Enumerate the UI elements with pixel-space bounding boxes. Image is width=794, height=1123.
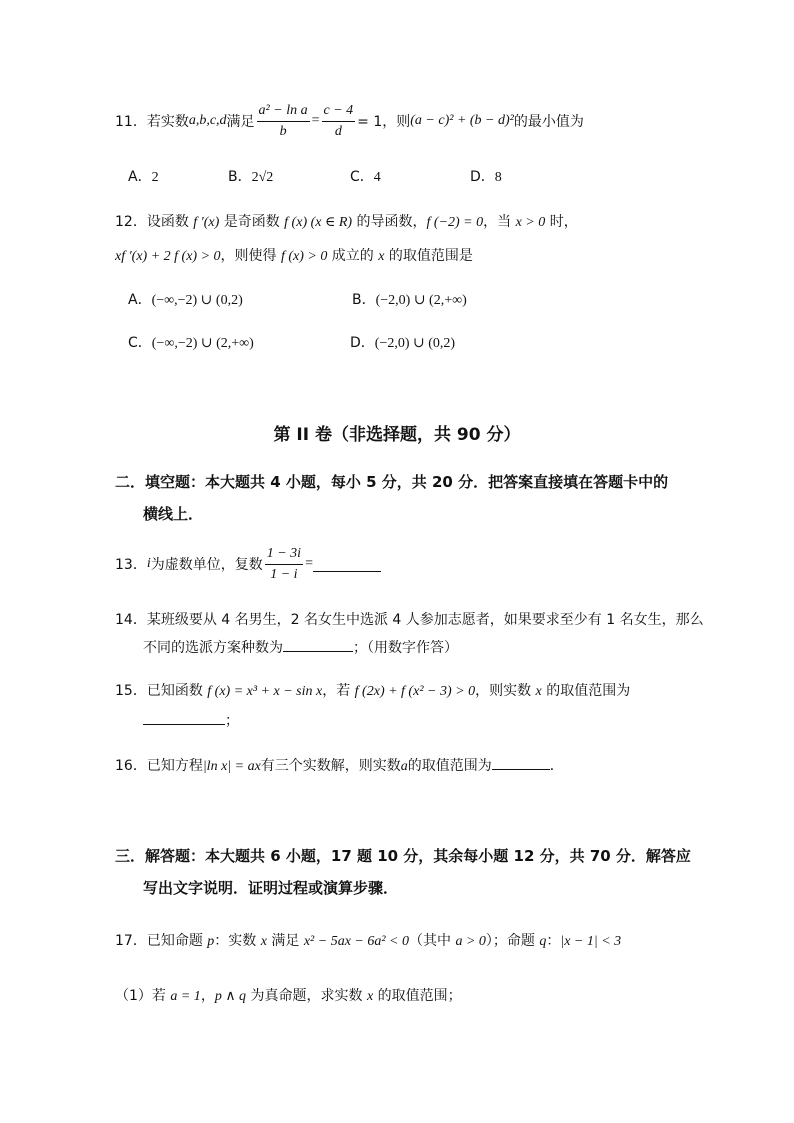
answer-blank[interactable] — [143, 710, 225, 725]
math-equals: = — [305, 556, 313, 571]
question-text: 满足 — [226, 114, 255, 130]
text-run: ，当 — [483, 214, 516, 230]
text-run: ：实数 — [214, 933, 261, 949]
option-value: 2 — [151, 170, 159, 185]
option-a — [128, 289, 243, 309]
option-c — [350, 166, 381, 186]
math-run: i — [146, 556, 151, 571]
option-label: A． — [128, 292, 152, 308]
option-a — [128, 166, 159, 186]
fraction-numerator: a² − ln a — [257, 102, 310, 122]
answer-blank[interactable] — [492, 755, 550, 770]
math-run: a = 1 — [170, 989, 201, 1004]
math-variables: a,b,c,d — [188, 113, 227, 128]
math-run: x > 0 — [515, 215, 546, 230]
text-run: ， — [200, 988, 215, 1004]
math-run: x² − 5ax − 6a² < 0 — [303, 934, 410, 949]
option-label: A． — [128, 169, 152, 185]
math-run: f (−2) = 0 — [426, 215, 484, 230]
text-run: ，则使得 — [220, 248, 281, 264]
text-run: 的取值范围； — [373, 988, 462, 1004]
question-17 — [115, 930, 621, 950]
question-text: ； — [225, 713, 239, 729]
text-run: 的取值范围是 — [384, 248, 473, 264]
option-d — [470, 166, 502, 186]
question-text: 的取值范围为 — [407, 758, 492, 774]
question-11 — [115, 100, 584, 142]
question-text: 不同的选派方案种数为 — [143, 640, 283, 656]
question-number: 11． — [115, 114, 147, 130]
text-run: 时， — [545, 214, 578, 230]
text-run: ： — [546, 933, 561, 949]
option-value: 8 — [494, 170, 502, 185]
text-run: 的导函数， — [352, 214, 427, 230]
math-run: x — [366, 989, 374, 1004]
fraction-numerator: 1 − 3i — [265, 545, 303, 565]
math-run: p — [207, 934, 215, 949]
text-run: 成立的 — [327, 248, 379, 264]
text-run: 的取值范围为 — [541, 683, 631, 699]
fraction-numerator: c − 4 — [322, 102, 356, 122]
option-value: (−∞,−2) ∪ (0,2) — [151, 293, 243, 308]
text-run: ）；命题 — [485, 933, 540, 949]
option-label: B． — [352, 292, 376, 308]
math-run: |ln x| = ax — [202, 759, 261, 774]
math-run: x — [260, 934, 267, 949]
fraction-denominator: d — [334, 123, 342, 139]
math-run: a > 0 — [455, 934, 486, 949]
option-b — [352, 289, 467, 309]
text-run: （1）若 — [115, 988, 171, 1004]
question-text: = 1，则 — [357, 114, 411, 130]
option-label: C． — [128, 335, 152, 351]
math-run: |x − 1| < 3 — [560, 934, 622, 949]
math-run: f (2x) + f (x² − 3) > 0 — [354, 684, 476, 699]
fraction-denominator: 1 − i — [270, 566, 298, 582]
text-run: 15．已知函数 — [115, 683, 208, 699]
option-label: B． — [228, 169, 252, 185]
text-run: 为真命题，求实数 — [246, 988, 367, 1004]
question-13 — [115, 542, 381, 586]
text-run: 是奇函数 — [219, 214, 285, 230]
option-label: D． — [350, 335, 375, 351]
text-run: ，则实数 — [475, 683, 536, 699]
question-text: 为虚数单位，复数 — [150, 557, 263, 573]
section-2-heading-line-1: 二．填空题：本大题共 4 小题，每小 5 分，共 20 分．把答案直接填在答题卡中的 — [115, 473, 669, 491]
question-15-line-2 — [143, 710, 239, 730]
question-12-line-2 — [115, 245, 473, 265]
text-run: 17．已知命题 — [115, 933, 208, 949]
section-3-heading-line-2: 写出文字说明．证明过程或演算步骤． — [143, 879, 399, 897]
math-run: p ∧ q — [214, 989, 247, 1004]
answer-blank[interactable] — [283, 637, 353, 652]
option-d — [350, 332, 455, 352]
option-value: (−∞,−2) ∪ (2,+∞) — [151, 336, 254, 351]
question-text: ；（用数字作答） — [353, 640, 458, 656]
fraction — [265, 545, 303, 584]
math-equals: = — [311, 113, 320, 128]
fraction — [257, 102, 310, 141]
part-2-title: 第 II 卷（非选择题，共 90 分） — [273, 425, 521, 445]
option-value: 2√2 — [251, 170, 274, 185]
question-text: 若实数 — [146, 114, 189, 130]
text-run: （其中 — [409, 933, 456, 949]
question-text: ． — [549, 758, 564, 774]
text-run: 满足 — [266, 933, 304, 949]
math-run: x — [378, 249, 385, 264]
option-label: C． — [350, 169, 374, 185]
option-b — [228, 166, 273, 186]
option-c — [128, 332, 254, 352]
question-text: 有三个实数解，则实数 — [260, 758, 401, 774]
answer-blank[interactable] — [313, 557, 381, 572]
question-14-line-2 — [143, 637, 458, 657]
option-value: (−2,0) ∪ (2,+∞) — [375, 293, 467, 308]
question-15-line-1 — [115, 680, 630, 700]
math-run: f (x) = x³ + x − sin x — [207, 684, 323, 699]
math-run: x — [535, 684, 542, 699]
text-run: 12．设函数 — [115, 214, 194, 230]
section-3-heading-line-1: 三．解答题：本大题共 6 小题，17 题 10 分，其余每小题 12 分，共 70 分．解答应 — [115, 847, 691, 865]
math-run: f (x) (x ∈ R) — [284, 215, 353, 230]
option-value: (−2,0) ∪ (0,2) — [374, 336, 456, 351]
math-run: a — [400, 759, 408, 774]
math-run: f (x) > 0 — [280, 249, 328, 264]
question-text: 16．已知方程 — [115, 758, 203, 774]
option-label: D． — [470, 169, 495, 185]
fraction — [322, 102, 356, 141]
option-value: 4 — [373, 170, 381, 185]
math-expression: (a − c)² + (b − d)² — [410, 113, 514, 128]
question-16 — [115, 755, 564, 775]
question-14-line-1: 14．某班级要从 4 名男生，2 名女生中选派 4 人参加志愿者，如果要求至少有 1 名女生，那么 — [115, 612, 704, 628]
math-run: xf ′(x) + 2 f (x) > 0 — [115, 249, 221, 264]
question-text: 的最小值为 — [513, 114, 584, 130]
question-number: 13． — [115, 557, 147, 573]
section-2-heading-line-2: 横线上． — [143, 505, 204, 523]
text-run: ，若 — [322, 683, 355, 699]
question-12-line-1 — [115, 211, 578, 231]
math-run: q — [539, 934, 547, 949]
question-17-part-1 — [115, 985, 462, 1005]
math-run: f ′(x) — [193, 215, 220, 230]
fraction-denominator: b — [279, 123, 287, 139]
